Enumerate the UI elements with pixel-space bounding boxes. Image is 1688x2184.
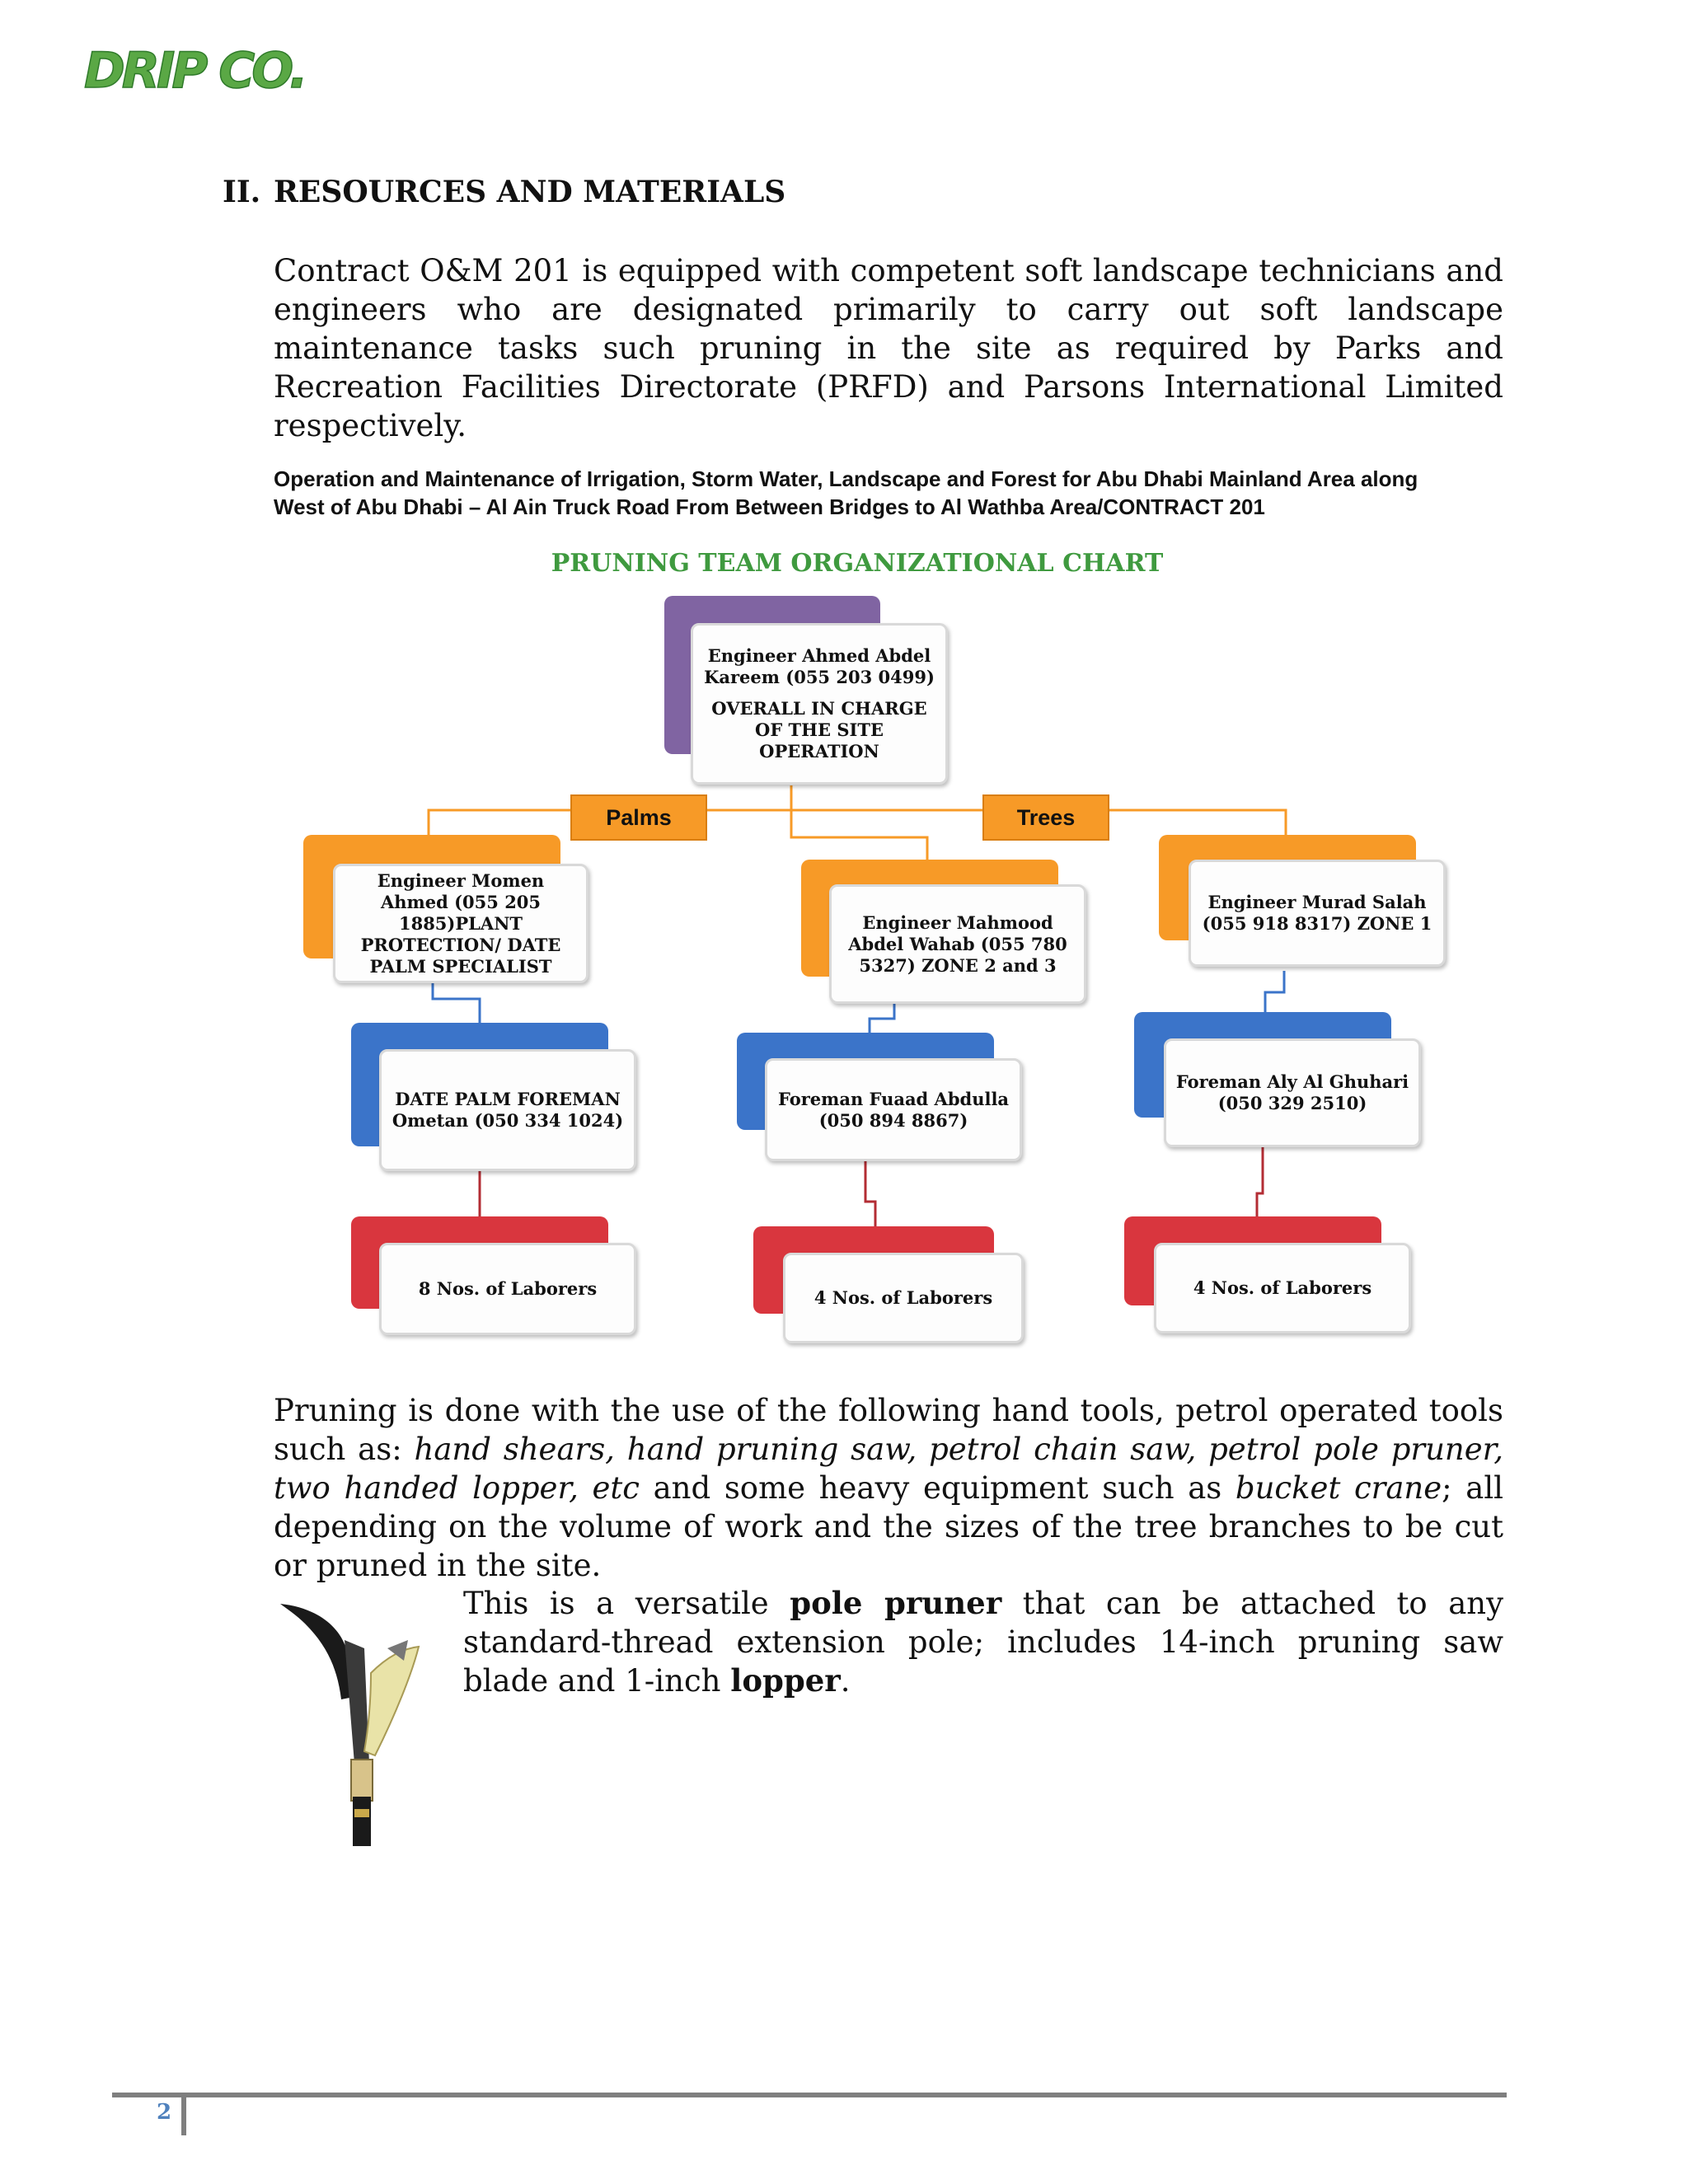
palms-label: Palms	[570, 794, 707, 841]
pole-pruner-paragraph	[463, 1584, 1503, 1700]
footer-divider	[181, 2093, 186, 2135]
company-logo	[84, 42, 305, 101]
section-title: RESOURCES AND MATERIALS	[274, 175, 786, 209]
foreman-node: Foreman Fuaad Abdulla (050 894 8867)	[765, 1058, 1022, 1161]
foreman-node: DATE PALM FOREMAN Ometan (050 334 1024)	[379, 1049, 636, 1171]
laborers-node: 4 Nos. of Laborers	[1154, 1243, 1411, 1333]
top-node-role: OVERALL IN CHARGE OF THE SITE OPERATION	[711, 698, 927, 762]
pruner-text-1: This is a versatile	[463, 1586, 790, 1621]
org-chart	[264, 460, 1451, 1350]
tools-list: hand shears, hand pruning saw, petrol chain saw, petrol pole pruner, two handed lopper, etc	[274, 1432, 1504, 1506]
top-node	[691, 623, 948, 785]
page-number: 2	[157, 2100, 172, 2125]
pruner-text-2: that can be attached to any standard-thread extension pole; includes 14-inch pruning saw blade and 1-inch	[463, 1586, 1503, 1699]
top-node-name: Engineer Ahmed Abdel Kareem (055 203 0499)	[704, 645, 935, 687]
heavy-equipment: bucket crane	[1235, 1470, 1442, 1506]
tools-text-2: and some heavy equipment such as	[639, 1470, 1236, 1506]
pole-pruner-term: pole pruner	[790, 1585, 1002, 1621]
chart-caption-line2: West of Abu Dhabi – Al Ain Truck Road From Between Bridges to Al Wathba Area/CONTRACT 201	[274, 494, 1265, 519]
section-heading	[223, 175, 785, 209]
engineer-node: Engineer Mahmood Abdel Wahab (055 780 5327) ZONE 2 and 3	[829, 884, 1086, 1004]
engineer-node: Engineer Momen Ahmed (055 205 1885)PLANT PROTECTION/ DATE PALM SPECIALIST	[333, 864, 588, 983]
pruner-text-3: .	[840, 1663, 851, 1699]
pole-pruner-image	[272, 1591, 437, 1858]
tools-text-3: ; all depending on the volume of work and the sizes of the tree branches to be cut or pruned in the site.	[274, 1470, 1503, 1583]
foreman-node: Foreman Aly Al Ghuhari (050 329 2510)	[1164, 1038, 1421, 1147]
trees-label: Trees	[982, 794, 1109, 841]
laborers-node: 8 Nos. of Laborers	[379, 1243, 636, 1335]
svg-text:DRIP CO.: DRIP CO.	[84, 42, 305, 100]
tools-paragraph	[274, 1391, 1503, 1585]
tools-text-1: Pruning is done with the use of the following hand tools, petrol operated tools such as:	[274, 1393, 1503, 1467]
laborers-node: 4 Nos. of Laborers	[783, 1253, 1024, 1343]
engineer-node: Engineer Murad Salah (055 918 8317) ZONE 1	[1189, 860, 1446, 967]
intro-paragraph: Contract O&M 201 is equipped with competent soft landscape technicians and engineers who are designated primarily to carry out soft landscape maintenance tasks such pruning in the site as required by Parks and Recreation Facilities Directorate (PRFD) and Parsons International Limited respectively.	[274, 253, 1503, 443]
chart-title: PRUNING TEAM ORGANIZATIONAL CHART	[551, 549, 1164, 578]
section-number: II.	[223, 175, 261, 209]
footer-rule	[112, 2093, 1507, 2097]
lopper-term: lopper	[730, 1662, 841, 1699]
chart-caption-line1: Operation and Maintenance of Irrigation, Storm Water, Landscape and Forest for Abu Dhabi Mainland Area along	[274, 466, 1418, 491]
